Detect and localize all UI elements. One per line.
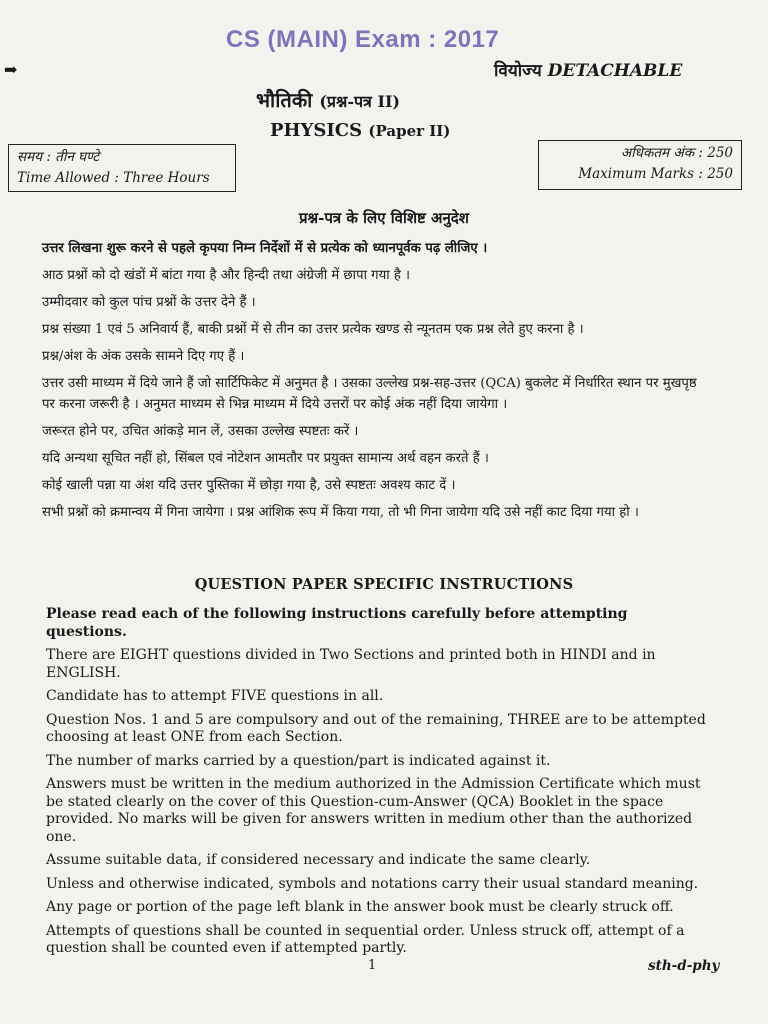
exam-stamp: CS (MAIN) Exam : 2017 — [226, 26, 500, 53]
maximum-marks-box — [538, 140, 742, 190]
time-allowed-box — [8, 144, 236, 192]
paper-hindi: (प्रश्न-पत्र II) — [319, 92, 401, 111]
hindi-instruction-6: उत्तर उसी माध्यम में दिये जाने हैं जो सार्टिफिकेट में अनुमत है । उसका उल्लेख प्रश्न-सह-उत्तर (QCA) बुकलेट में निर्धारित स्थान पर मुखपृष्ठ पर करना जरूरी है । अनुमत माध्यम से भिन्न माध्यम में दिये उत्तरों पर कोई अंक नहीं दिया जायेगा । — [42, 376, 697, 412]
english-instruction-1: There are EIGHT questions divided in Two Sections and printed both in HINDI and in ENGLISH. — [46, 647, 656, 681]
hindi-instruction-10: सभी प्रश्नों को क्रमान्वय में गिना जायेगा । प्रश्न आंशिक रूप में किया गया, तो भी गिना जायेगा यदि उसे नहीं काट दिया गया हो । — [42, 505, 639, 520]
subject-hindi: भौतिकी — [256, 88, 313, 112]
title-hindi — [256, 86, 496, 113]
hindi-instruction-4: प्रश्न संख्या 1 एवं 5 अनिवार्य हैं, बाकी प्रश्नों में से तीन का उत्तर प्रत्येक खण्ड से न्यूनतम एक प्रश्न लेते हुए करना है । — [42, 322, 584, 337]
english-instruction-4: The number of marks carried by a question/part is indicated against it. — [46, 752, 551, 769]
marks-hindi: अधिकतम अंक : 250 — [620, 145, 733, 161]
time-english: Time Allowed : Three Hours — [17, 170, 210, 186]
english-instructions-lead: Please read each of the following instructions carefully before attempting questions. — [46, 606, 628, 640]
hindi-instruction-3: उम्मीदवार को कुल पांच प्रश्नों के उत्तर देने हैं । — [42, 295, 256, 310]
paper-code: sth-d-phy — [648, 958, 720, 974]
english-instruction-6: Assume suitable data, if considered necessary and indicate the same clearly. — [46, 852, 591, 868]
english-instruction-9: Attempts of questions shall be counted in sequential order. Unless struck off, attempt of a question shall be counted even if attempted partly. — [46, 922, 685, 956]
hindi-instruction-7: जरूरत होने पर, उचित आंकड़े मान लें, उसका उल्लेख स्पष्टतः करें । — [42, 424, 359, 439]
hindi-instruction-2: आठ प्रश्नों को दो खंडों में बांटा गया है और हिन्दी तथा अंग्रेजी में छापा गया है । — [42, 268, 411, 283]
subject-english: PHYSICS — [270, 120, 363, 141]
english-instruction-3: Question Nos. 1 and 5 are compulsory and out of the remaining, THREE are to be attempted choosing at least ONE from each Section. — [46, 711, 706, 745]
hindi-instruction-9: कोई खाली पन्ना या अंश यदि उत्तर पुस्तिका में छोड़ा गया है, उसे स्पष्टतः अवश्य काट दें । — [42, 478, 456, 493]
title-english — [270, 120, 450, 141]
english-instructions-heading: QUESTION PAPER SPECIFIC INSTRUCTIONS — [194, 576, 574, 593]
detachable-english: DETACHABLE — [547, 61, 683, 81]
english-instruction-2: Candidate has to attempt FIVE questions in all. — [46, 688, 384, 704]
hindi-instructions-heading: प्रश्न-पत्र के लिए विशिष्ट अनुदेश — [299, 209, 469, 227]
detachable-hindi: वियोज्य — [494, 61, 542, 81]
english-instruction-5: Answers must be written in the medium authorized in the Admission Certificate which must be stated clearly on the cover of this Question-cum-Answer (QCA) Booklet in the space provided. No marks will be given for answers written in medium other than the authorized one. — [46, 776, 701, 845]
english-instruction-8: Any page or portion of the page left blank in the answer book must be clearly struck off. — [46, 899, 674, 915]
hindi-instruction-1: उत्तर लिखना शुरू करने से पहले कृपया निम्न निर्देशों में से प्रत्येक को ध्यानपूर्वक पढ़ लीजिए । — [42, 241, 488, 256]
detachable-label — [494, 58, 682, 81]
english-instruction-7: Unless and otherwise indicated, symbols and notations carry their usual standard meaning. — [46, 875, 699, 892]
paper-english: (Paper II) — [368, 122, 451, 140]
time-hindi: समय : तीन घण्टे — [17, 149, 100, 165]
hindi-instruction-8: यदि अन्यथा सूचित नहीं हो, सिंबल एवं नोटेशन आमतौर पर प्रयुक्त सामान्य अर्थ वहन करते हैं । — [42, 451, 489, 466]
marks-english: Maximum Marks : 250 — [578, 166, 733, 182]
hindi-instruction-5: प्रश्न/अंश के अंक उसके सामने दिए गए हैं । — [42, 349, 245, 364]
page-number: 1 — [368, 958, 377, 973]
english-instructions — [46, 606, 710, 964]
arrow-mark-icon: ➡ — [4, 60, 18, 79]
hindi-instructions — [42, 238, 712, 529]
